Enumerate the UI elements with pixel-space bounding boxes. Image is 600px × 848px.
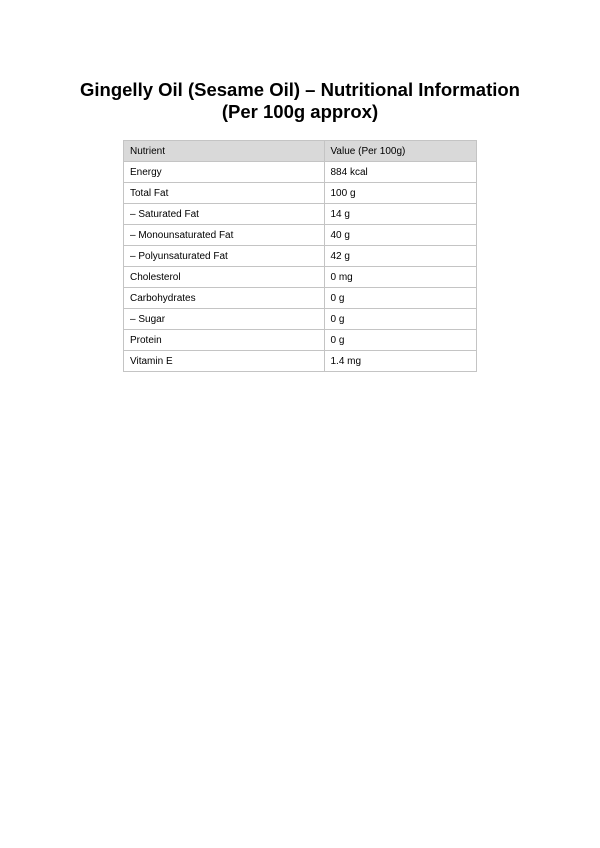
header-nutrient: Nutrient xyxy=(124,141,325,162)
table-row xyxy=(124,183,477,204)
value-cell: 1.4 mg xyxy=(324,351,477,372)
nutrient-cell: – Monounsaturated Fat xyxy=(124,225,325,246)
table-header-row xyxy=(124,141,477,162)
value-cell: 40 g xyxy=(324,225,477,246)
table-row xyxy=(124,225,477,246)
table-row xyxy=(124,246,477,267)
value-cell: 884 kcal xyxy=(324,162,477,183)
nutrient-cell: Carbohydrates xyxy=(124,288,325,309)
value-cell: 14 g xyxy=(324,204,477,225)
nutrient-cell: Energy xyxy=(124,162,325,183)
table-row xyxy=(124,309,477,330)
nutrient-cell: – Sugar xyxy=(124,309,325,330)
value-cell: 100 g xyxy=(324,183,477,204)
page-title xyxy=(0,79,600,123)
nutrient-cell: Vitamin E xyxy=(124,351,325,372)
nutrient-cell: – Polyunsaturated Fat xyxy=(124,246,325,267)
nutrient-cell: Total Fat xyxy=(124,183,325,204)
value-cell: 0 g xyxy=(324,330,477,351)
nutrition-table xyxy=(123,140,477,372)
title-line-2: (Per 100g approx) xyxy=(221,101,379,122)
value-cell: 0 g xyxy=(324,309,477,330)
value-cell: 0 mg xyxy=(324,267,477,288)
value-cell: 0 g xyxy=(324,288,477,309)
header-value: Value (Per 100g) xyxy=(324,141,477,162)
nutrient-cell: Cholesterol xyxy=(124,267,325,288)
table-row xyxy=(124,162,477,183)
value-cell: 42 g xyxy=(324,246,477,267)
table-row xyxy=(124,330,477,351)
nutrient-cell: Protein xyxy=(124,330,325,351)
table-row xyxy=(124,267,477,288)
title-line-1: Gingelly Oil (Sesame Oil) – Nutritional Information xyxy=(80,79,520,100)
table-row xyxy=(124,204,477,225)
table-row xyxy=(124,351,477,372)
nutrient-cell: – Saturated Fat xyxy=(124,204,325,225)
table-row xyxy=(124,288,477,309)
